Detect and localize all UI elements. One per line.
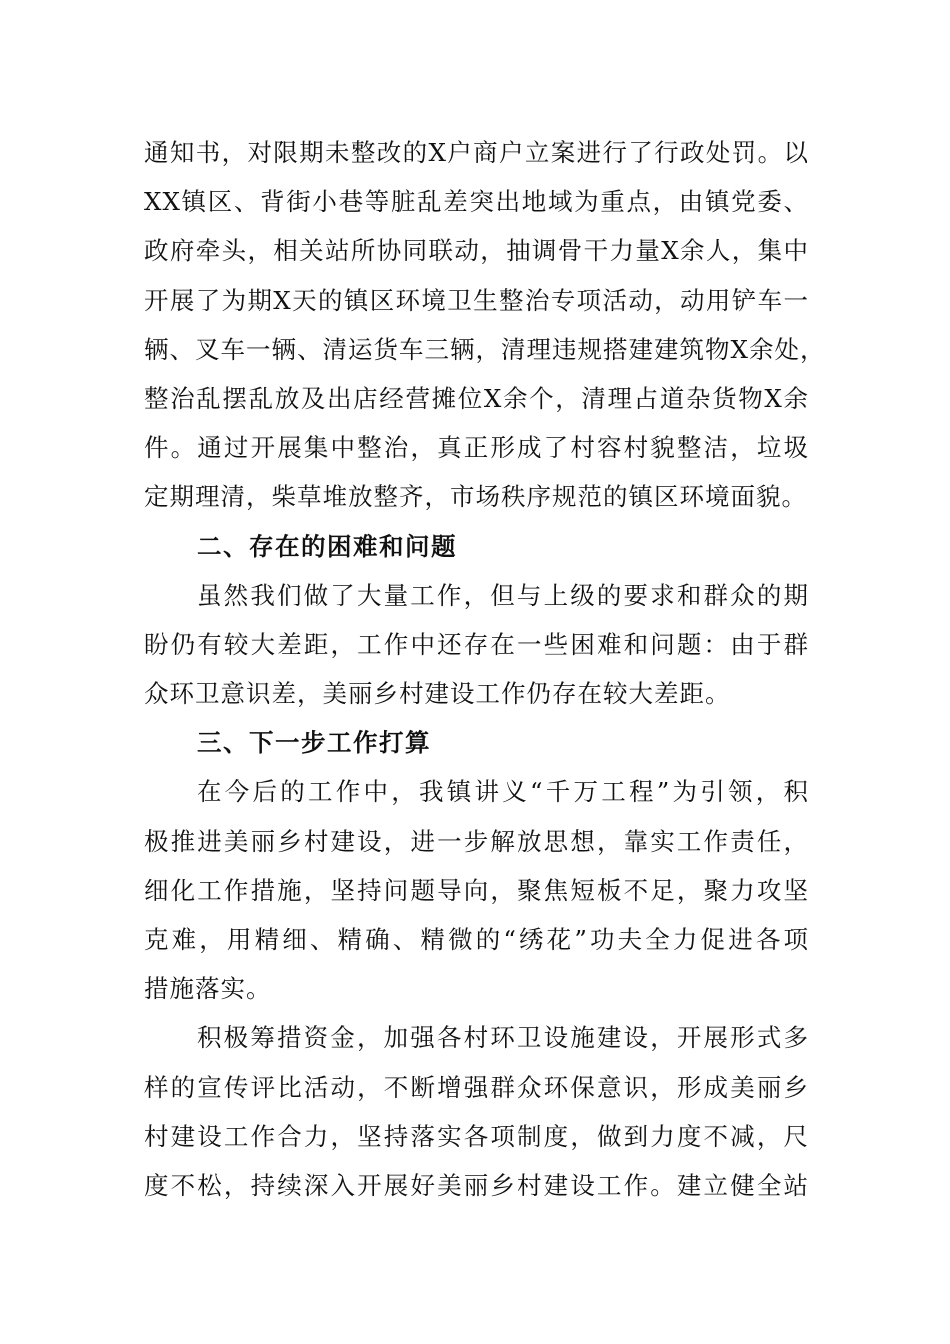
- paragraph-line: 村建设工作合力，坚持落实各项制度，做到力度不减，尺: [144, 1121, 809, 1151]
- paragraph-line: 件。通过开展集中整治，真正形成了村容村貌整洁，垃圾: [144, 433, 809, 463]
- paragraph-line: 辆、叉车一辆、清运货车三辆，清理违规搭建建筑物X余处，: [144, 334, 826, 364]
- paragraph-line: 细化工作措施，坚持问题导向，聚焦短板不足，聚力攻坚: [144, 875, 809, 905]
- paragraph-problems: [144, 571, 809, 719]
- paragraph-line: 措施落实。: [144, 974, 272, 1004]
- paragraph-funding: [144, 1013, 809, 1210]
- paragraph-line: 虽然我们做了大量工作，但与上级的要求和群众的期: [197, 580, 809, 610]
- paragraph-next-steps: [144, 767, 809, 1013]
- paragraph-line: XX镇区、背街小巷等脏乱差突出地域为重点，由镇党委、: [144, 187, 809, 217]
- paragraph-line: 在今后的工作中，我镇讲义“千万工程”为引领，积: [197, 777, 809, 807]
- paragraph-line: 度不松，持续深入开展好美丽乡村建设工作。建立健全站: [144, 1170, 809, 1200]
- paragraph-line: 整治乱摆乱放及出店经营摊位X余个，清理占道杂货物X余: [144, 383, 809, 413]
- section-heading-problems: 二、存在的困难和问题: [197, 531, 457, 561]
- paragraph-line: 样的宣传评比活动，不断增强群众环保意识，形成美丽乡: [144, 1072, 809, 1102]
- paragraph-line: 开展了为期X天的镇区环境卫生整治专项活动，动用铲车一: [144, 285, 809, 315]
- paragraph-rectification-results: [144, 128, 826, 522]
- paragraph-line: 政府牵头，相关站所协同联动，抽调骨干力量X余人，集中: [144, 236, 809, 266]
- paragraph-line: 克难，用精细、精确、精微的“绣花”功夫全力促进各项: [144, 925, 809, 954]
- paragraph-line: 通知书，对限期未整改的X户商户立案进行了行政处罚。以: [144, 138, 809, 167]
- document-body: [144, 128, 826, 1210]
- paragraph-line: 定期理清，柴草堆放整齐，市场秩序规范的镇区环境面貌。: [144, 482, 807, 512]
- section-heading-next-steps: 三、下一步工作打算: [197, 728, 431, 758]
- paragraph-line: 盼仍有较大差距，工作中还存在一些困难和问题：由于群: [144, 629, 809, 659]
- paragraph-line: 极推进美丽乡村建设，进一步解放思想，靠实工作责任，: [144, 826, 809, 856]
- paragraph-line: 众环卫意识差，美丽乡村建设工作仍存在较大差距。: [144, 679, 731, 709]
- paragraph-line: 积极筹措资金，加强各村环卫设施建设，开展形式多: [197, 1023, 809, 1053]
